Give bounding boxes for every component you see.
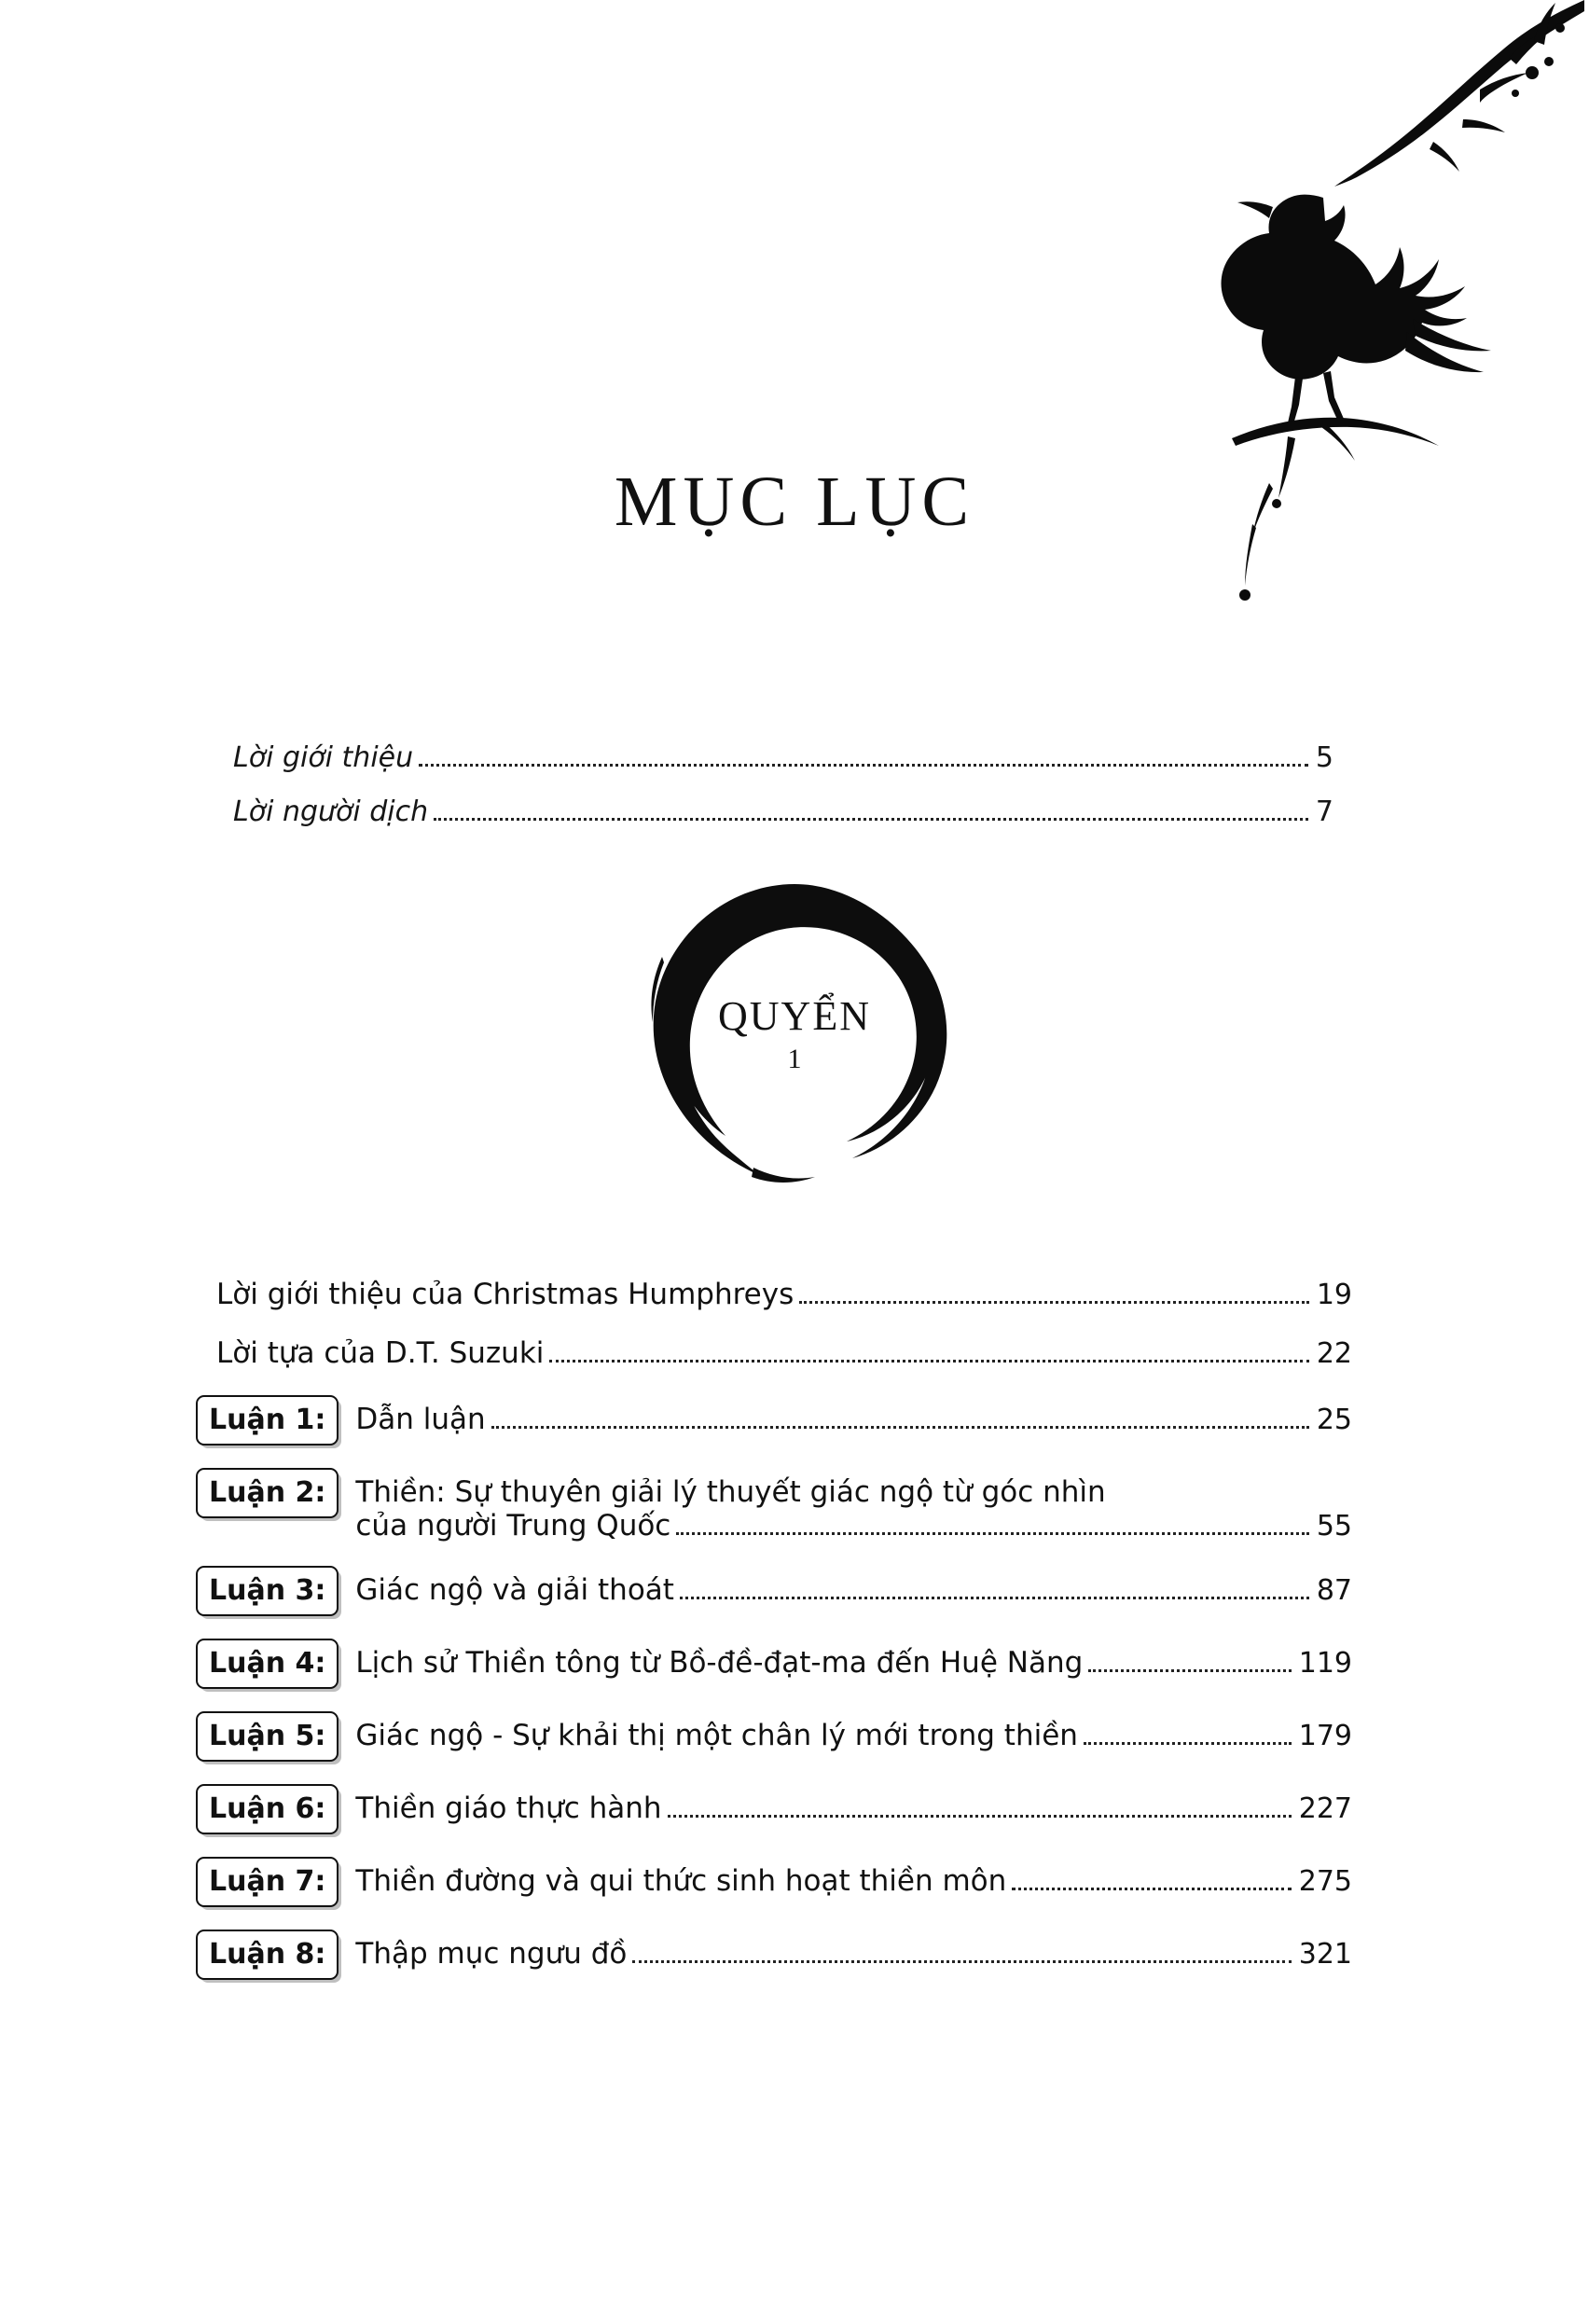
chapter-tag: Luận 6:	[196, 1784, 339, 1834]
leader-dots	[799, 1300, 1309, 1304]
entry-page: 19	[1316, 1279, 1352, 1311]
leader-dots	[680, 1596, 1309, 1599]
volume-divider	[0, 877, 1589, 1197]
list-item[interactable]	[233, 741, 1333, 775]
entry-label: Giác ngộ - Sự khải thị một chân lý mới trong thiền	[355, 1719, 1078, 1752]
entry-page: 25	[1316, 1404, 1352, 1436]
chapter-tag: Luận 8:	[196, 1930, 339, 1980]
entry-label: Thiền đường và qui thức sinh hoạt thiền môn	[355, 1864, 1007, 1898]
leader-dots	[549, 1359, 1308, 1363]
entry-page: 87	[1316, 1574, 1352, 1607]
leader-dots	[491, 1425, 1309, 1429]
entry-label: Lời giới thiệu của Christmas Humphreys	[216, 1278, 794, 1311]
entry-label: Lời người dịch	[233, 795, 429, 828]
leader-dots	[1088, 1668, 1291, 1672]
chapter-tag: Luận 7:	[196, 1857, 339, 1907]
entry-label-continued: của người Trung Quốc	[355, 1509, 671, 1542]
entry-page: 22	[1316, 1337, 1352, 1370]
front-matter-list	[233, 741, 1333, 850]
list-item[interactable]	[196, 1711, 1352, 1762]
leader-dots	[419, 763, 1308, 767]
list-item[interactable]	[196, 1784, 1352, 1834]
leader-dots	[1084, 1741, 1292, 1745]
leader-dots	[668, 1814, 1292, 1818]
chapter-tag: Luận 4:	[196, 1639, 339, 1689]
chapter-tag: Luận 5:	[196, 1711, 339, 1762]
list-item[interactable]	[196, 1395, 1352, 1446]
entry-page: 275	[1298, 1865, 1352, 1898]
page-title: MỤC LỤC	[614, 463, 975, 541]
leader-dots	[434, 817, 1308, 821]
list-item[interactable]	[196, 1639, 1352, 1689]
entry-page: 119	[1298, 1647, 1352, 1680]
entry-page: 55	[1316, 1510, 1352, 1542]
entry-page: 179	[1298, 1720, 1352, 1752]
list-item[interactable]	[196, 1468, 1352, 1543]
volume-number: 1	[787, 1044, 802, 1075]
leader-dots	[1012, 1887, 1291, 1890]
entry-page: 227	[1298, 1792, 1352, 1825]
entry-page: 7	[1315, 795, 1333, 828]
chapter-list	[196, 1278, 1352, 2002]
entry-label: Giác ngộ và giải thoát	[355, 1573, 674, 1607]
list-item[interactable]	[196, 1930, 1352, 1980]
list-item[interactable]	[196, 1278, 1352, 1312]
entry-page: 5	[1315, 741, 1333, 774]
chapter-tag: Luận 2:	[196, 1468, 339, 1518]
leader-dots	[676, 1531, 1308, 1535]
entry-label: Lời giới thiệu	[233, 741, 414, 774]
list-item[interactable]	[196, 1336, 1352, 1371]
chapter-tag: Luận 1:	[196, 1395, 339, 1446]
volume-label: QUYỂN	[718, 992, 871, 1039]
list-item[interactable]	[196, 1857, 1352, 1907]
entry-page: 321	[1298, 1938, 1352, 1971]
entry-label: Thiền giáo thực hành	[355, 1791, 662, 1825]
leader-dots	[632, 1959, 1291, 1963]
entry-label: Thập mục ngưu đồ	[355, 1937, 628, 1971]
entry-label: Dẫn luận	[355, 1403, 486, 1436]
list-item[interactable]	[233, 795, 1333, 829]
entry-label: Lịch sử Thiền tông từ Bồ-đề-đạt-ma đến Huệ Năng	[355, 1646, 1084, 1680]
chapter-tag: Luận 3:	[196, 1566, 339, 1616]
entry-label: Thiền: Sự thuyên giải lý thuyết giác ngộ từ góc nhìn	[355, 1475, 1106, 1509]
entry-label: Lời tựa của D.T. Suzuki	[216, 1336, 545, 1370]
list-item[interactable]	[196, 1566, 1352, 1616]
